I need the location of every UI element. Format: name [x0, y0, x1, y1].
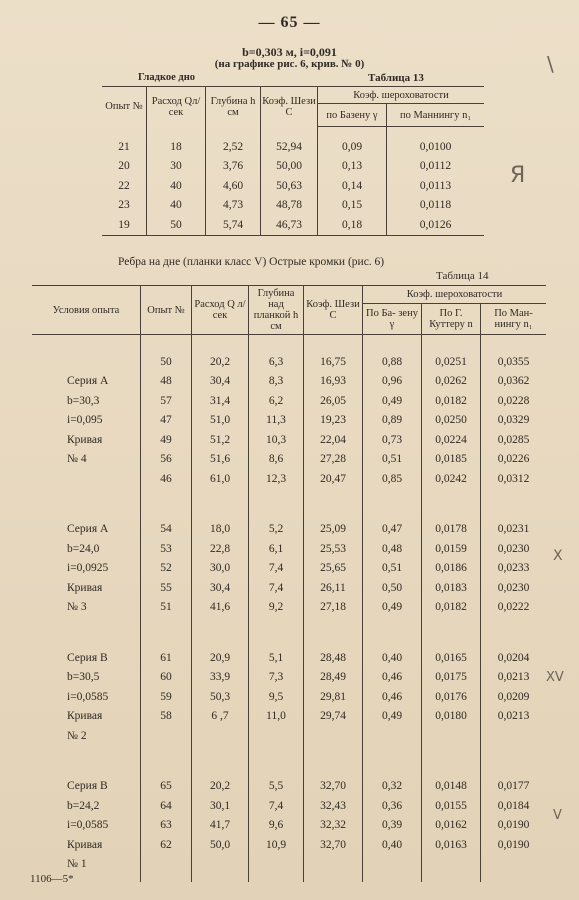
table-13 [102, 86, 484, 236]
condition-cell: b=30,5 [67, 671, 100, 684]
col-conditions: Условия опыта [32, 286, 141, 335]
table-14 [32, 285, 546, 882]
table-cell: 0,0177 [481, 777, 547, 797]
table-row [32, 559, 546, 579]
experiment-params: b=0,303 м, i=0,091 [242, 45, 337, 59]
table-cell: 0,0176 [422, 687, 481, 707]
table-cell: 8,6 [249, 450, 304, 470]
table-cell: 41,7 [192, 816, 249, 836]
margin-mark-x: X [553, 548, 563, 564]
table-row [102, 157, 484, 177]
table-cell: 0,0204 [481, 648, 547, 668]
condition-cell: i=0,0585 [67, 819, 109, 832]
table-cell [304, 855, 363, 875]
table-row [32, 450, 546, 470]
table-cell [363, 855, 422, 875]
table-row [32, 430, 546, 450]
condition-cell: № 4 [67, 453, 87, 466]
table-cell: 9,2 [249, 598, 304, 618]
table-row [32, 352, 546, 372]
table-row [102, 176, 484, 196]
table-cell: 0,0182 [422, 598, 481, 618]
table-cell: 31,4 [192, 391, 249, 411]
col-opyt: Опыт № [105, 101, 143, 113]
table-cell: 3,76 [206, 157, 261, 177]
condition-cell: Серия В [67, 651, 108, 664]
table-cell: 56 [141, 450, 192, 470]
table-cell: 0,0312 [481, 469, 547, 489]
table-cell [141, 855, 192, 875]
table-cell: 46 [141, 469, 192, 489]
table-cell: 32,43 [304, 796, 363, 816]
table-cell: 32,70 [304, 835, 363, 855]
table-cell [249, 726, 304, 746]
condition-cell: № 1 [67, 858, 87, 871]
table-cell: 55 [141, 578, 192, 598]
table-cell: 0,0163 [422, 835, 481, 855]
table-cell: 0,0184 [481, 796, 547, 816]
chart-reference: (на графике рис. 6, крив. № 0) [214, 58, 365, 70]
col-opyt: Опыт № [141, 286, 192, 335]
col-kutter: По Г. Куттеру n [422, 304, 481, 335]
table-cell: 0,0231 [481, 520, 547, 540]
table-cell: 61 [141, 648, 192, 668]
table-row [32, 668, 546, 688]
condition-cell [32, 352, 141, 372]
table-cell: 0,0148 [422, 777, 481, 797]
table-cell: 0,13 [318, 157, 387, 177]
table-cell: 22 [118, 179, 130, 192]
col-bazen: По Ба- зену γ [363, 304, 422, 335]
table-cell: 10,9 [249, 835, 304, 855]
table-row [32, 648, 546, 668]
table-cell: 26,05 [304, 391, 363, 411]
col-chezy: Коэф. Шези C [261, 87, 318, 127]
table-cell: 18,0 [192, 520, 249, 540]
table-cell: 0,0362 [481, 372, 547, 392]
table-cell: 59 [141, 687, 192, 707]
table-cell: 6,1 [249, 539, 304, 559]
table-cell: 0,0155 [422, 796, 481, 816]
table-cell: 0,49 [363, 598, 422, 618]
table-cell: 0,46 [363, 687, 422, 707]
condition-cell: № 3 [67, 601, 87, 614]
table-cell: 54 [141, 520, 192, 540]
condition-cell: i=0,095 [67, 414, 103, 427]
table-cell: 0,50 [363, 578, 422, 598]
table-cell: 0,0180 [422, 707, 481, 727]
group-spacer [32, 489, 546, 520]
table-cell: 4,60 [206, 176, 261, 196]
table-cell: 28,49 [304, 668, 363, 688]
table-cell: 0,40 [363, 835, 422, 855]
table-row [32, 411, 546, 431]
table-cell: 25,53 [304, 539, 363, 559]
table-cell [141, 726, 192, 746]
table-cell: 40 [147, 196, 206, 216]
table-row [32, 520, 546, 540]
table-cell: 0,0112 [387, 157, 485, 177]
table-cell: 30 [147, 157, 206, 177]
table-cell: 11,3 [249, 411, 304, 431]
table-cell: 50,3 [192, 687, 249, 707]
table-cell: 0,0178 [422, 520, 481, 540]
table-cell: 61,0 [192, 469, 249, 489]
table-row [32, 855, 546, 875]
condition-cell: Кривая [67, 433, 103, 446]
table-cell: 0,49 [363, 391, 422, 411]
table-cell: 19,23 [304, 411, 363, 431]
table-cell: 63 [141, 816, 192, 836]
table-cell: 6 ,7 [192, 707, 249, 727]
table-cell: 0,0118 [387, 196, 485, 216]
table-cell: 0,15 [318, 196, 387, 216]
table-cell: 0,0165 [422, 648, 481, 668]
table-cell: 46,73 [261, 215, 318, 235]
table-cell: 58 [141, 707, 192, 727]
table-row [32, 726, 546, 746]
table-row [102, 196, 484, 216]
margin-mark-slash: \ [547, 52, 554, 76]
table-cell: 5,2 [249, 520, 304, 540]
table-cell: 48,78 [261, 196, 318, 216]
table-cell: 57 [141, 391, 192, 411]
table14-caption: Ребра на дне (планки класс V) Острые кромки (рис. 6) [118, 256, 385, 268]
table-cell: 0,51 [363, 450, 422, 470]
table-cell: 51 [141, 598, 192, 618]
col-manning: по Маннингу n₁ [387, 104, 485, 127]
table-cell: 0,0251 [422, 352, 481, 372]
table-cell: 0,0250 [422, 411, 481, 431]
table-cell: 0,0355 [481, 352, 547, 372]
table-cell: 7,3 [249, 668, 304, 688]
condition-cell: i=0,0585 [67, 690, 109, 703]
col-chezy: Коэф. Шези C [304, 286, 363, 335]
table-cell: 64 [141, 796, 192, 816]
table-cell: 0,0329 [481, 411, 547, 431]
col-rough-group: Коэф. шероховатости [318, 87, 485, 104]
table-cell: 0,0242 [422, 469, 481, 489]
table-cell: 4,73 [206, 196, 261, 216]
condition-cell: b=24,2 [67, 799, 100, 812]
table-cell: 0,32 [363, 777, 422, 797]
condition-cell: i=0,0925 [67, 562, 109, 575]
table-row [32, 835, 546, 855]
condition-cell: Кривая [67, 710, 103, 723]
table-cell: 0,0113 [387, 176, 485, 196]
table-cell [249, 855, 304, 875]
table-cell: 0,0226 [481, 450, 547, 470]
table-row [32, 372, 546, 392]
table-cell: 0,73 [363, 430, 422, 450]
table-cell: 50 [147, 215, 206, 235]
table-cell: 11,0 [249, 707, 304, 727]
table-row [32, 469, 546, 489]
table-cell: 50 [141, 352, 192, 372]
margin-mark-ya: Я [510, 163, 526, 188]
table-cell: 0,0159 [422, 539, 481, 559]
table-cell: 51,2 [192, 430, 249, 450]
col-rashod: Расход Q л/сек [192, 286, 249, 335]
col-bazen: по Базену γ [318, 104, 387, 127]
table-row [102, 127, 484, 157]
table-cell: 32,70 [304, 777, 363, 797]
table-cell: 0,39 [363, 816, 422, 836]
table-cell: 49 [141, 430, 192, 450]
condition-cell: b=30,3 [67, 394, 100, 407]
table-cell: 0,40 [363, 648, 422, 668]
condition-cell: Серия В [67, 780, 108, 793]
table-cell: 50,0 [192, 835, 249, 855]
table-row [102, 215, 484, 235]
table-cell: 0,51 [363, 559, 422, 579]
table-row [32, 796, 546, 816]
table-cell: 0,0186 [422, 559, 481, 579]
table-cell: 52 [141, 559, 192, 579]
table-cell: 29,74 [304, 707, 363, 727]
condition-cell: № 2 [67, 729, 87, 742]
table-cell: 0,48 [363, 539, 422, 559]
table-cell: 27,18 [304, 598, 363, 618]
table-cell: 20,2 [192, 777, 249, 797]
table-cell: 51,0 [192, 411, 249, 431]
table-cell: 25,09 [304, 520, 363, 540]
table-cell: 40 [147, 176, 206, 196]
table13-left-caption: Гладкое дно [138, 72, 196, 83]
table-cell: 16,75 [304, 352, 363, 372]
table-cell: 0,18 [318, 215, 387, 235]
margin-mark-check: V [553, 808, 562, 823]
group-spacer [32, 335, 546, 353]
table-cell: 47 [141, 411, 192, 431]
table-cell: 21 [118, 140, 130, 153]
table-cell: 5,5 [249, 777, 304, 797]
table-cell: 0,46 [363, 668, 422, 688]
table-cell: 53 [141, 539, 192, 559]
table-cell: 29,81 [304, 687, 363, 707]
table-cell: 0,47 [363, 520, 422, 540]
table-cell: 0,49 [363, 707, 422, 727]
table-cell: 50,00 [261, 157, 318, 177]
table-cell: 0,0182 [422, 391, 481, 411]
col-manning: По Ман- нингу n₁ [481, 304, 547, 335]
table-cell: 19 [102, 215, 147, 235]
condition-cell: Кривая [67, 838, 103, 851]
table-cell: 0,0209 [481, 687, 547, 707]
table-cell: 50,63 [261, 176, 318, 196]
table-cell: 2,52 [206, 127, 261, 157]
table-cell: 41,6 [192, 598, 249, 618]
table-cell: 0,85 [363, 469, 422, 489]
table-cell: 0,0183 [422, 578, 481, 598]
table-cell: 6,3 [249, 352, 304, 372]
table-cell: 25,65 [304, 559, 363, 579]
table-cell: 0,0190 [481, 835, 547, 855]
table-cell: 7,4 [249, 559, 304, 579]
group-spacer [32, 874, 546, 882]
table-cell: 0,0185 [422, 450, 481, 470]
table-cell: 0,0175 [422, 668, 481, 688]
table-cell [304, 726, 363, 746]
table-row [32, 578, 546, 598]
table-row [32, 539, 546, 559]
table-cell: 52,94 [261, 127, 318, 157]
margin-mark-xv: XV [546, 670, 564, 685]
table-cell [422, 726, 481, 746]
table-cell: 23 [118, 199, 130, 212]
group-spacer [32, 746, 546, 777]
table13-body [102, 127, 484, 236]
table-cell: 28,48 [304, 648, 363, 668]
table-cell: 0,0213 [481, 707, 547, 727]
table-cell: 20,2 [192, 352, 249, 372]
table-cell: 0,0233 [481, 559, 547, 579]
condition-cell: Серия А [67, 523, 109, 536]
group-spacer [32, 617, 546, 648]
table-cell: 0,0230 [481, 539, 547, 559]
table14-body [32, 335, 546, 883]
table-cell: 0,0100 [387, 127, 485, 157]
table-cell: 30,4 [192, 372, 249, 392]
table-cell: 20 [118, 160, 130, 173]
table-cell: 7,4 [249, 578, 304, 598]
table-cell [192, 855, 249, 875]
table-cell: 5,1 [249, 648, 304, 668]
table-cell: 18 [147, 127, 206, 157]
table-cell: 0,0285 [481, 430, 547, 450]
condition-cell [32, 469, 141, 489]
table-cell [481, 855, 547, 875]
table-cell: 20,9 [192, 648, 249, 668]
table-cell: 0,96 [363, 372, 422, 392]
col-rashod: Расход Qл/сек [147, 87, 206, 127]
print-signature: 1106—5* [30, 873, 74, 885]
table-cell: 0,0190 [481, 816, 547, 836]
table-cell: 65 [141, 777, 192, 797]
table-cell: 32,32 [304, 816, 363, 836]
table-cell [192, 726, 249, 746]
table-cell: 6,2 [249, 391, 304, 411]
table-row [32, 707, 546, 727]
table-cell: 22,8 [192, 539, 249, 559]
table-cell: 16,93 [304, 372, 363, 392]
table-cell: 0,89 [363, 411, 422, 431]
table-cell: 62 [141, 835, 192, 855]
table-cell: 7,4 [249, 796, 304, 816]
table-cell: 30,4 [192, 578, 249, 598]
table-cell: 48 [141, 372, 192, 392]
table-cell: 30,1 [192, 796, 249, 816]
page-number: — 65 — [258, 14, 321, 31]
table-cell: 0,09 [318, 127, 387, 157]
table-cell: 26,11 [304, 578, 363, 598]
table-cell: 8,3 [249, 372, 304, 392]
table14-title: Таблица 14 [436, 270, 489, 282]
col-glubina: Глубина над планкой h см [249, 286, 304, 335]
table-cell: 0,0228 [481, 391, 547, 411]
table-cell: 0,0224 [422, 430, 481, 450]
table-row [32, 777, 546, 797]
table-row [32, 391, 546, 411]
table-cell: 60 [141, 668, 192, 688]
table13-title: Таблица 13 [368, 72, 424, 84]
table-cell [422, 855, 481, 875]
table-cell: 0,0126 [387, 215, 485, 235]
table-row [32, 816, 546, 836]
table-row [32, 598, 546, 618]
table-cell: 20,47 [304, 469, 363, 489]
table-cell: 5,74 [206, 215, 261, 235]
table-cell: 0,0262 [422, 372, 481, 392]
table-cell: 0,36 [363, 796, 422, 816]
table-cell: 0,0222 [481, 598, 547, 618]
table-cell: 27,28 [304, 450, 363, 470]
table-cell: 12,3 [249, 469, 304, 489]
col-rough-group: Коэф. шероховатости [363, 286, 547, 304]
condition-cell: Кривая [67, 581, 103, 594]
table-cell: 10,3 [249, 430, 304, 450]
condition-cell: b=24,0 [67, 542, 100, 555]
table-cell: 22,04 [304, 430, 363, 450]
table-cell: 33,9 [192, 668, 249, 688]
table-cell: 0,0213 [481, 668, 547, 688]
table-cell: 0,88 [363, 352, 422, 372]
table-cell: 0,0230 [481, 578, 547, 598]
table-cell: 0,14 [318, 176, 387, 196]
table-cell: 30,0 [192, 559, 249, 579]
table-cell: 0,0162 [422, 816, 481, 836]
table-cell [363, 726, 422, 746]
condition-cell: Серия А [67, 375, 109, 388]
table-cell: 9,5 [249, 687, 304, 707]
table-cell: 9,6 [249, 816, 304, 836]
table-cell: 51,6 [192, 450, 249, 470]
col-glubina: Глубина h см [206, 87, 261, 127]
table-row [32, 687, 546, 707]
table-cell [481, 726, 547, 746]
